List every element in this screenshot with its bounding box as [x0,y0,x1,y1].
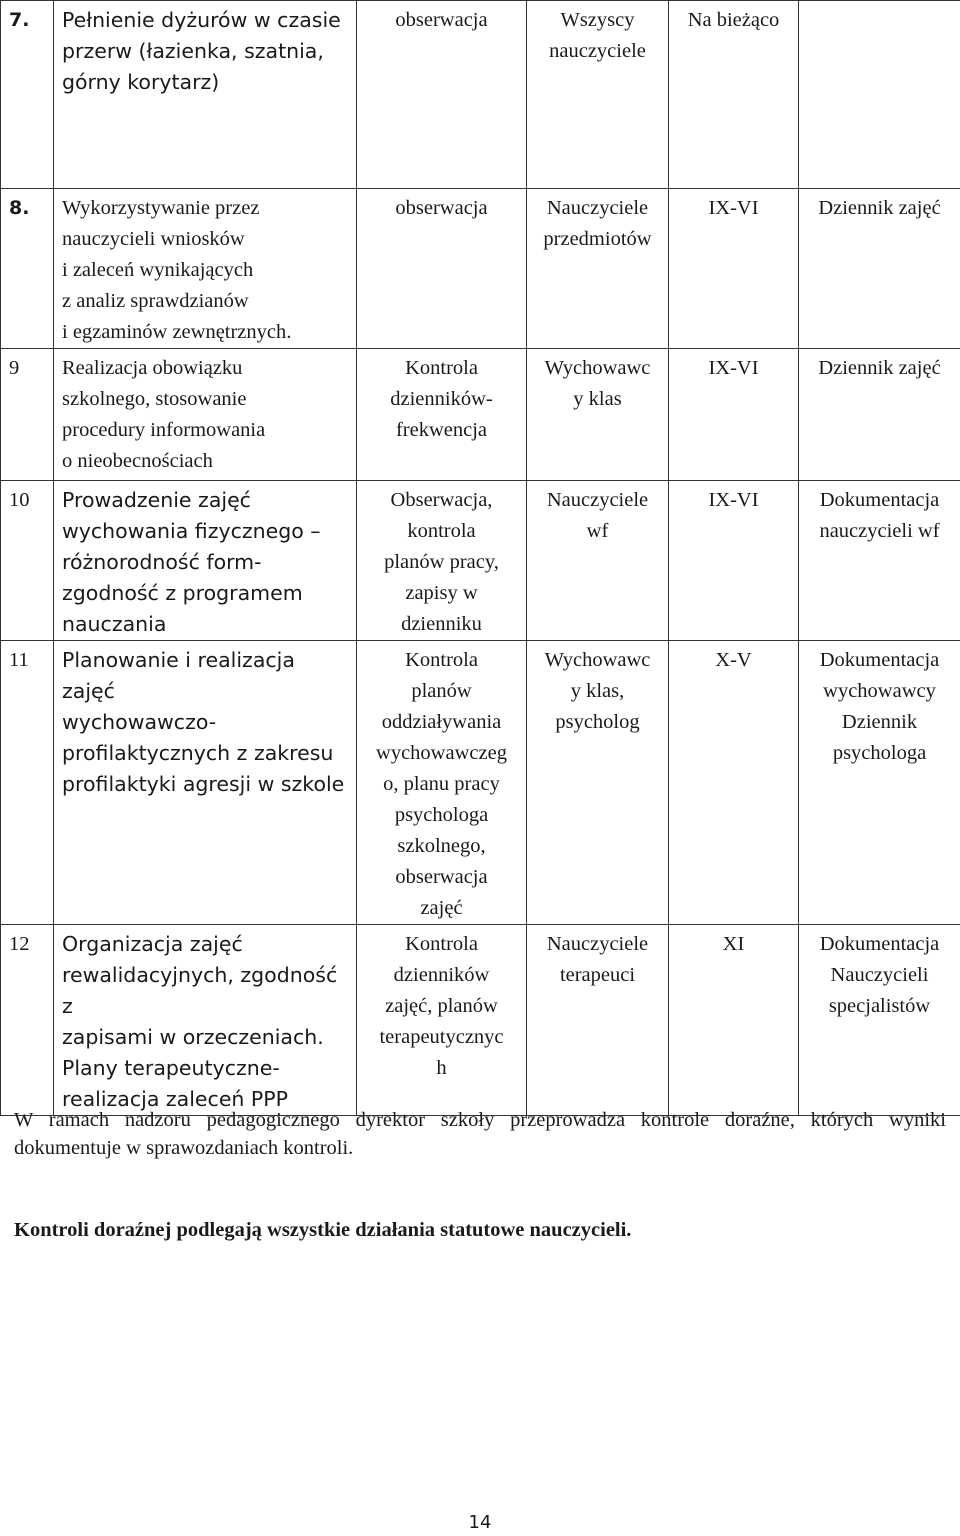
doc-cell [799,189,960,349]
when-cell-line: XI [722,933,745,955]
who-cell [527,641,669,925]
form-cell-line: oddziaływania [381,711,502,733]
form-cell-line: dzienników- [390,388,493,410]
doc-cell-line: Dziennik zajęć [818,197,941,219]
task-cell-line: zgodność z programem [62,581,303,605]
who-cell-line: Wychowawc [544,357,651,379]
doc-cell-line: nauczycieli wf [819,520,940,542]
table-row [1,925,960,1116]
form-cell-line: Kontrola [405,357,478,379]
form-cell [357,481,527,641]
when-cell [669,641,799,925]
task-cell-line: zapisami w orzeczeniach. [62,1025,324,1049]
task-cell-line: Pełnienie dyżurów w czasie [62,8,341,32]
form-cell-line: o, planu pracy [383,773,500,795]
doc-cell-line: Nauczycieli [830,964,929,986]
who-cell-line: Nauczyciele [546,197,649,219]
task-cell-line: i zaleceń wynikających [62,259,254,281]
form-cell-line: Obserwacja, [390,489,493,511]
doc-cell-line: Dziennik [841,711,918,733]
form-cell [357,189,527,349]
form-cell-line: psychologa [394,804,489,826]
task-cell-line: nauczycieli wniosków [62,228,245,250]
row-number: 10 [1,481,54,641]
task-cell-line: o nieobecnościach [62,450,213,472]
when-cell [669,189,799,349]
task-cell-line: Realizacja obowiązku [62,357,243,379]
task-cell-line: przerw (łazienka, szatnia, [62,39,324,63]
form-cell [357,1,527,189]
table-row [1,641,960,925]
who-cell [527,1,669,189]
task-cell-line: profilaktycznych z zakresu [62,741,334,765]
form-cell-line: zajęć, planów [385,995,498,1017]
doc-cell-line: psychologa [832,742,927,764]
who-cell-line: psycholog [555,711,640,733]
paragraph-inspections: W ramach nadzoru pedagogicznego dyrektor szkoły przeprowadza kontrole doraźne, których wyniki dokumentuje w sprawozdaniach kontroli. [14,1109,946,1159]
when-cell [669,925,799,1116]
page-number: 14 [468,1512,492,1533]
row-number: 8. [1,189,54,349]
who-cell-line: wf [586,520,609,542]
task-cell-line: profilaktyki agresji w szkole [62,772,345,796]
form-cell-line: planów pracy, [384,551,499,573]
table-row [1,1,960,189]
form-cell-line: dzienniku [401,613,482,635]
doc-cell [799,349,960,481]
who-cell-line: Nauczyciele [546,489,649,511]
who-cell-line: y klas, [570,680,625,702]
form-cell-line: wychowawczeg [376,742,507,764]
form-cell [357,349,527,481]
task-cell-line: Plany terapeutyczne- [62,1056,280,1080]
task-cell-line: i egzaminów zewnętrznych. [62,321,292,343]
form-cell-line: obserwacja [395,197,488,219]
table-row [1,481,960,641]
doc-cell [799,925,960,1116]
form-cell-line: zapisy w [405,582,478,604]
doc-cell-line: Dziennik zajęć [818,357,941,379]
who-cell [527,349,669,481]
form-cell [357,641,527,925]
form-cell-line: h [436,1057,447,1079]
task-cell-line: Wykorzystywanie przez [62,197,260,219]
form-cell-line: Kontrola [405,933,478,955]
form-cell-line: kontrola [407,520,476,542]
task-cell-line: realizacja zaleceń PPP [62,1087,289,1111]
task-cell-line: rewalidacyjnych, zgodność z [62,963,338,1018]
row-number: 7. [1,1,54,189]
form-cell-line: obserwacja [395,9,488,31]
form-cell [357,925,527,1116]
task-cell [54,189,357,349]
row-number: 12 [1,925,54,1116]
when-cell [669,1,799,189]
form-cell-line: szkolnego, [397,835,486,857]
task-cell-line: Organizacja zajęć [62,932,243,956]
who-cell-line: przedmiotów [543,228,652,250]
doc-cell-line: Dokumentacja [819,933,940,955]
task-cell [54,925,357,1116]
who-cell [527,189,669,349]
doc-cell-line: Dokumentacja [819,649,940,671]
form-cell-line: Kontrola [405,649,478,671]
task-cell-line: wychowania fizycznego – [62,519,321,543]
task-cell-line: Prowadzenie zajęć [62,488,251,512]
row-number: 9 [1,349,54,481]
task-cell [54,481,357,641]
doc-cell-line: wychowawcy [823,680,936,702]
when-cell-line: IX-VI [708,357,759,379]
who-cell-line: nauczyciele [549,40,646,62]
when-cell-line: X-V [715,649,752,671]
who-cell [527,481,669,641]
who-cell-line: Nauczyciele [546,933,649,955]
who-cell-line: y klas [573,388,622,410]
when-cell-line: Na bieżąco [687,9,780,31]
task-cell-line: z analiz sprawdzianów [62,290,249,312]
form-cell-line: dzienników [393,964,490,986]
task-cell [54,349,357,481]
who-cell-line: Wszyscy [560,9,635,31]
task-cell [54,1,357,189]
task-cell-line: procedury informowania [62,419,266,441]
task-cell-line: wychowawczo- [62,710,217,734]
task-cell-line: nauczania [62,612,167,636]
task-cell-line: górny korytarz) [62,70,220,94]
form-cell-line: zajęć [420,897,463,919]
who-cell-line: Wychowawc [544,649,651,671]
form-cell-line: frekwencja [395,419,488,441]
task-cell-line: Planowanie i realizacja zajęć [62,648,295,703]
task-cell-line: szkolnego, stosowanie [62,388,247,410]
form-cell-line: terapeutycznyc [379,1026,504,1048]
table-row [1,189,960,349]
task-cell-line: różnorodność form- [62,550,262,574]
doc-cell [799,481,960,641]
when-cell-line: IX-VI [708,197,759,219]
when-cell [669,349,799,481]
doc-cell [799,641,960,925]
when-cell-line: IX-VI [708,489,759,511]
doc-cell-line: Dokumentacja [819,489,940,511]
form-cell-line: planów [411,680,472,702]
when-cell [669,481,799,641]
doc-cell-line: specjalistów [828,995,931,1017]
who-cell [527,925,669,1116]
task-cell [54,641,357,925]
bold-statement: Kontroli doraźnej podlegają wszystkie działania statutowe nauczycieli. [14,1219,632,1241]
table-row [1,349,960,481]
doc-cell [799,1,960,189]
form-cell-line: obserwacja [395,866,488,888]
who-cell-line: terapeuci [559,964,636,986]
row-number: 11 [1,641,54,925]
